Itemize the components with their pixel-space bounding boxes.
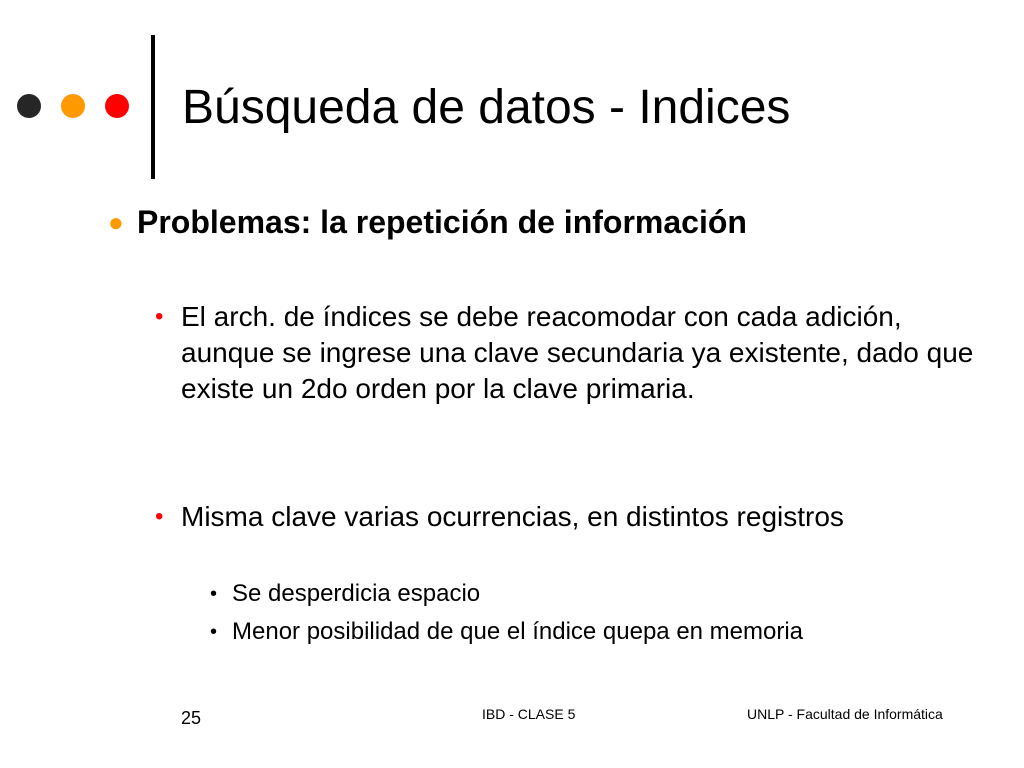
list-item-text: El arch. de índices se debe reacomodar con cada adición, aunque se ingrese una clave secundaria ya existente, dado que existe un 2do orden por la clave primaria.: [181, 301, 974, 404]
dark-dot-icon: [17, 94, 41, 118]
footer-institution: UNLP - Facultad de Informática: [747, 706, 943, 722]
list-item-text: Misma clave varias ocurrencias, en distintos registros: [181, 501, 844, 532]
black-bullet-icon: •: [210, 583, 218, 605]
heading-text: Problemas: la repetición de información: [137, 204, 747, 240]
sub-list-item-text: Se desperdicia espacio: [232, 580, 481, 607]
orange-bullet-icon: ●: [108, 207, 124, 237]
black-bullet-icon: •: [210, 621, 218, 643]
red-dot-icon: [105, 94, 129, 118]
title-divider: [151, 35, 155, 179]
slide-title: Búsqueda de datos - Indices: [182, 81, 791, 134]
red-bullet-icon: •: [155, 503, 164, 530]
list-item: [155, 499, 985, 535]
footer-course: IBD - CLASE 5: [482, 706, 576, 722]
page-number: 25: [181, 708, 202, 728]
sub-list-item-text: Menor posibilidad de que el índice quepa en memoria: [232, 618, 804, 645]
red-bullet-icon: •: [155, 303, 164, 330]
orange-dot-icon: [61, 94, 85, 118]
list-item: [155, 299, 985, 407]
